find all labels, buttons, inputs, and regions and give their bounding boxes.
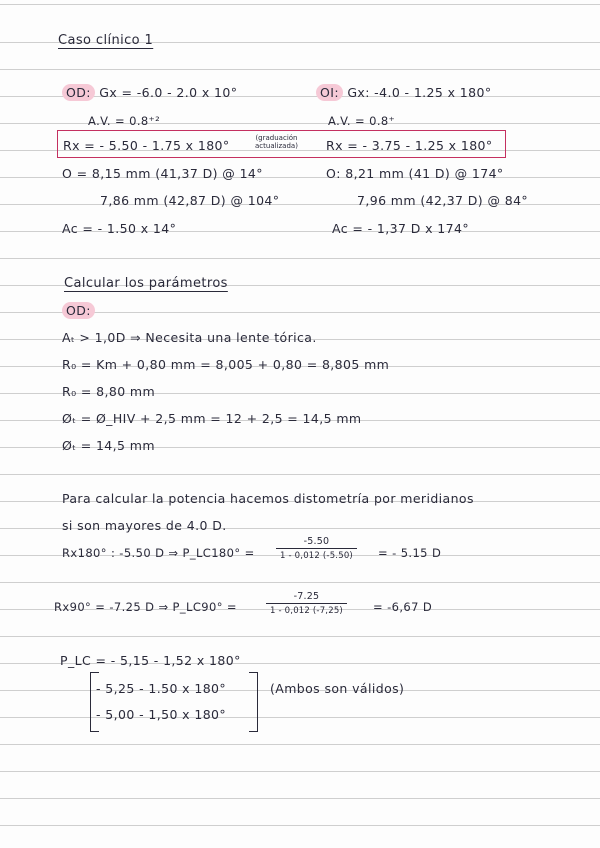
- param-line-radius-calc: R₀ = Km + 0,80 mm = 8,005 + 0,80 = 8,805 mm: [62, 357, 390, 372]
- param-line-radius: R₀ = 8,80 mm: [62, 384, 156, 399]
- option-1: - 5,25 - 1.50 x 180°: [96, 681, 227, 696]
- od-prescription: [62, 85, 237, 100]
- plc-line: P_LC = - 5,15 - 1,52 x 180°: [60, 653, 241, 668]
- rx90-lhs: Rx90° = -7.25 D ⇒ P_LC90° =: [54, 600, 237, 614]
- rx180-result: = - 5.15 D: [378, 546, 442, 560]
- power-intro-line2: si son mayores de 4.0 D.: [62, 518, 227, 533]
- rx90-fraction: [266, 591, 347, 616]
- power-intro-line1: Para calcular la potencia hacemos distometría por meridianos: [62, 491, 474, 506]
- rx90-numerator: -7.25: [266, 591, 347, 604]
- rx180-fraction: [276, 536, 357, 561]
- oi-tag: OI:: [316, 84, 343, 101]
- section-od-tag: OD:: [62, 302, 95, 319]
- od-rx: Rx = - 5.50 - 1.75 x 180°: [63, 138, 230, 153]
- param-line-diameter: Øₜ = 14,5 mm: [62, 438, 155, 453]
- oi-keratometry-2: 7,96 mm (42,37 D) @ 84°: [357, 193, 529, 208]
- oi-keratometry-1: Ο: 8,21 mm (41 D) @ 174°: [326, 166, 504, 181]
- od-av: A.V. = 0.8⁺²: [88, 114, 161, 128]
- rx180-numerator: -5.50: [276, 536, 357, 549]
- options-note: (Ambos son válidos): [270, 681, 405, 696]
- od-keratometry-1: Ο = 8,15 mm (41,37 D) @ 14°: [62, 166, 263, 181]
- oi-av: A.V. = 0.8⁺: [328, 114, 396, 128]
- rx180-denominator: 1 - 0,012 (-5.50): [280, 551, 353, 561]
- param-line-diameter-calc: Øₜ = Ø_HIV + 2,5 mm = 12 + 2,5 = 14,5 mm: [62, 411, 362, 426]
- od-rx-note: [255, 134, 298, 150]
- oi-corneal-astigmatism: Ac = - 1,37 D x 174°: [332, 221, 469, 236]
- rx90-denominator: 1 - 0,012 (-7,25): [270, 606, 343, 616]
- od-rx-note-line2: actualizada): [255, 142, 298, 150]
- od-gx: Gx = -6.0 - 2.0 x 10°: [99, 85, 238, 100]
- od-keratometry-2: 7,86 mm (42,87 D) @ 104°: [100, 193, 280, 208]
- rx180-lhs: Rx180° : -5.50 D ⇒ P_LC180° =: [62, 546, 255, 560]
- od-rx-note-line1: (graduación: [255, 134, 298, 142]
- oi-prescription: [316, 85, 492, 100]
- section-od-tag-wrap: [62, 303, 95, 318]
- section-title-parameters: Calcular los parámetros: [64, 276, 228, 291]
- page-title: Caso clínico 1: [58, 33, 154, 48]
- od-tag: OD:: [62, 84, 95, 101]
- oi-gx: Gx: -4.0 - 1.25 x 180°: [347, 85, 492, 100]
- param-line-astigmatism: Aₜ > 1,0D ⇒ Necesita una lente tórica.: [62, 330, 317, 345]
- rx90-result: = -6,67 D: [373, 600, 433, 614]
- od-corneal-astigmatism: Ac = - 1.50 x 14°: [62, 221, 177, 236]
- oi-rx: Rx = - 3.75 - 1.25 x 180°: [326, 138, 493, 153]
- option-2: - 5,00 - 1,50 x 180°: [96, 707, 227, 722]
